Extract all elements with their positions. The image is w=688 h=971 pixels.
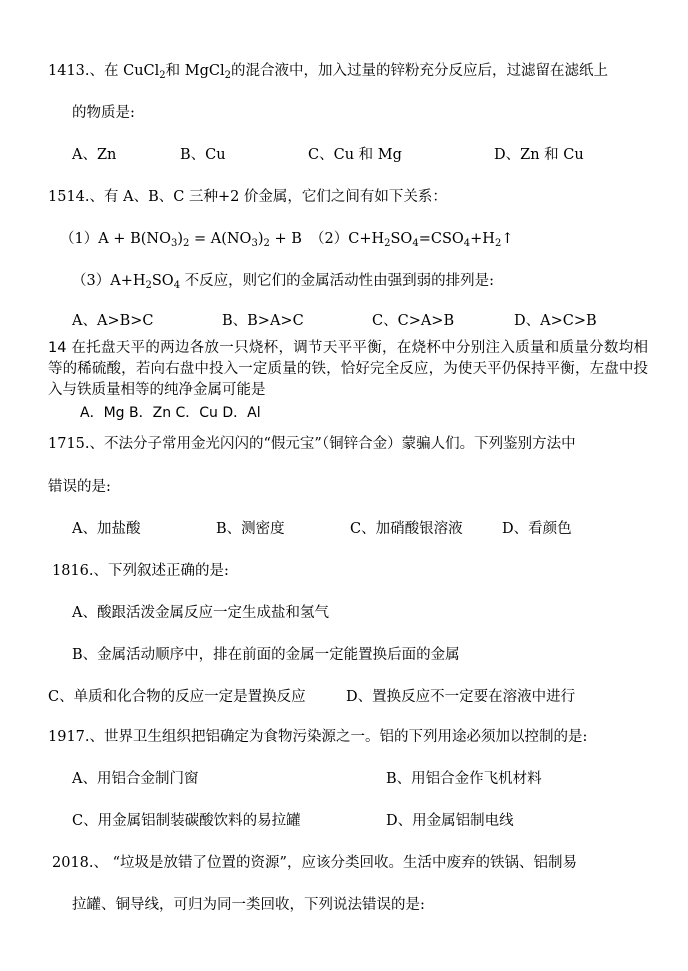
q1413-stem: 1413.、在 CuCl$_2$和 MgCl$_2$的混合液中，加入过量的锌粉充分反应后，过滤留在滤纸上 xyxy=(48,63,609,81)
q1715-option-a: A、加盐酸 xyxy=(72,521,141,537)
q1413-option-c: C、Cu 和 Mg xyxy=(308,147,402,163)
q1413-option-a: A、Zn xyxy=(72,147,117,163)
q14-options: A．Mg B．Zn C．Cu D．Al xyxy=(80,405,261,421)
q1816-option-a: A、酸跟活泼金属反应一定生成盐和氢气 xyxy=(72,605,329,621)
q1514-equation-2: $(2)C+H_2SO_4=CSO_4+H_2↑$ xyxy=(310,231,514,249)
q1514-stem: 1514.、有 A、B、C 三种+2 价金属，它们之间有如下关系： xyxy=(48,189,447,205)
q1917-option-a: A、用铝合金制门窗 xyxy=(72,771,199,787)
q1816-stem: 1816.、下列叙述正确的是: xyxy=(52,563,229,579)
q1413-option-b: B、Cu xyxy=(180,147,226,163)
q1514-option-a: A、A>B>C xyxy=(72,313,154,329)
q1514-equation-1: $(1)A + B(NO_3)_2 = A(NO_3)_2 + B$ xyxy=(60,231,302,249)
q1715-stem: 1715.、不法分子常用金光闪闪的“假元宝”（铜锌合金）蒙骗人们。下列鉴别方法中 xyxy=(48,436,576,452)
q1816-option-c: C、单质和化合物的反应一定是置换反应 xyxy=(48,689,306,705)
q1715-stem-line2: 错误的是: xyxy=(48,479,111,495)
q1715-option-d: D、看颜色 xyxy=(502,521,572,537)
q1715-option-c: C、加硝酸银溶液 xyxy=(350,521,463,537)
q1816-option-d: D、置换反应不一定要在溶液中进行 xyxy=(346,689,576,705)
q1413-stem-line2: 的物质是: xyxy=(72,105,135,121)
q1917-option-b: B、用铝合金作飞机材料 xyxy=(386,771,542,787)
q1514-option-c: C、C>A>B xyxy=(372,313,455,329)
q2018-stem-line2: 拉罐、铜导线，可归为同一类回收，下列说法错误的是: xyxy=(72,897,425,913)
q1413-option-d: D、Zn 和 Cu xyxy=(494,147,584,163)
q1917-option-c: C、用金属铝制装碳酸饮料的易拉罐 xyxy=(72,813,301,829)
q1514-option-b: B、B>A>C xyxy=(222,313,304,329)
q14-paragraph: 14 在托盘天平的两边各放一只烧杯，调节天平平衡，在烧杯中分别注入质量和质量分数均相等的稀硫酸，若向右盘中投入一定质量的铁，恰好完全反应，为使天平仍保持平衡，左盘中投入与铁质量相等的纯净金属可能是 xyxy=(48,340,648,398)
q1917-stem: 1917.、世界卫生组织把铝确定为食物污染源之一。铝的下列用途必须加以控制的是: xyxy=(48,729,588,745)
q1514-option-d: D、A>C>B xyxy=(514,313,597,329)
q1816-option-b: B、金属活动顺序中，排在前面的金属一定能置换后面的金属 xyxy=(72,647,460,663)
q1514-condition-3: $(3)A+H_2SO_4$ 不反应，则它们的金属活动性由强到弱的排列是: xyxy=(72,273,495,291)
q2018-stem: 2018.、 “垃圾是放错了位置的资源”，应该分类回收。生活中废弃的铁锅、铝制易 xyxy=(52,855,577,871)
q1917-option-d: D、用金属铝制电线 xyxy=(386,813,514,829)
q1715-option-b: B、测密度 xyxy=(216,521,285,537)
